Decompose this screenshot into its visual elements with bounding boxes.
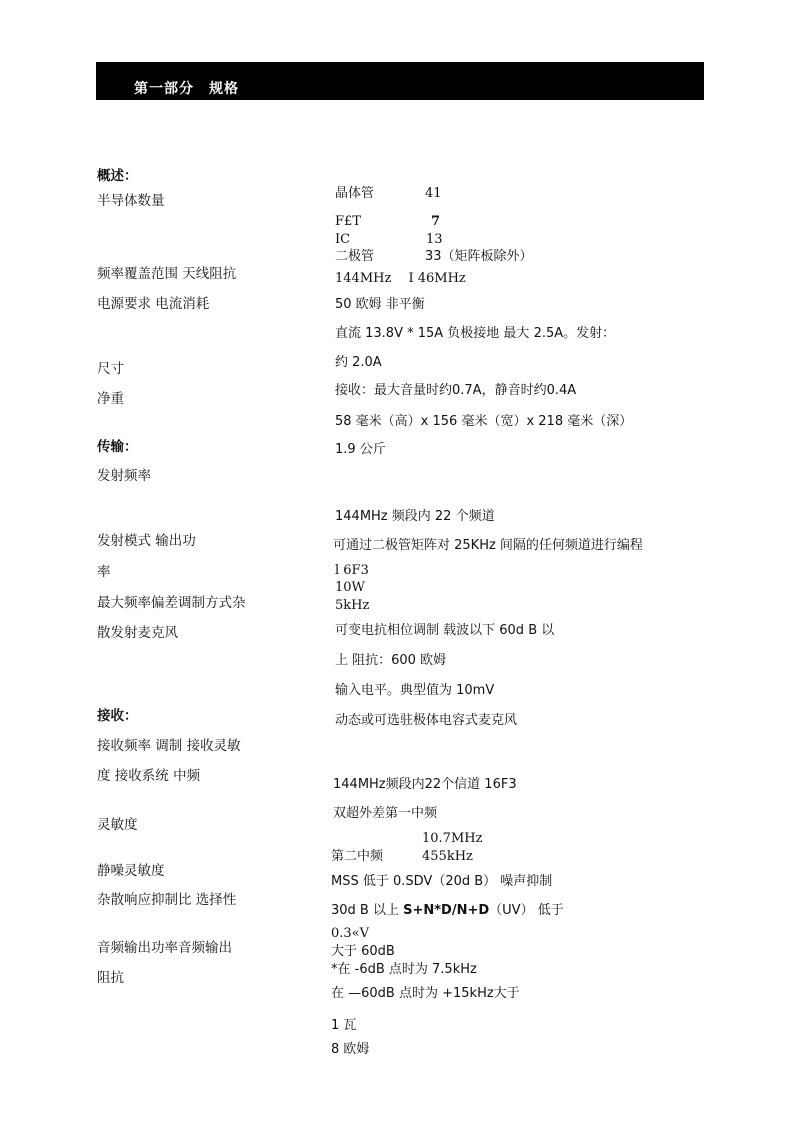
rx-selectivity2: 在 —60dB 点时为 +15kHz大于 [331, 986, 520, 1001]
label-tx-mode: 发射模式 输出功 [97, 533, 196, 549]
audio-impedance-value: 8 欧姆 [331, 1042, 370, 1057]
rx-squelch-value: 0.3«V [331, 926, 370, 941]
fet-label: F£T [335, 214, 361, 229]
transmit-heading: 传输： [97, 439, 138, 455]
label-rx-freq: 接收频率 调制 接收灵敏 [97, 738, 241, 754]
dimensions-value: 58 毫米（高）x 156 毫米（宽）x 218 毫米（深） [335, 414, 633, 429]
freq-range: 144MHz I 46MHz [335, 271, 466, 286]
tx-deviation-value: 5kHz [335, 598, 370, 613]
tx-input-level: 输入电平。典型值为 10mV [335, 683, 495, 698]
ic-value: 13 [426, 232, 443, 247]
rx-first-if: 双超外差第一中频 [333, 806, 438, 821]
label-squelch: 静噪灵敏度 [97, 863, 165, 879]
power-line1: 直流 13.8V * 15A 负极接地 最大 2.5A。发射： [335, 326, 616, 341]
mic-type: 动态或可选驻极体电容式麦克风 [335, 713, 518, 728]
diode-value: 33（矩阵板除外） [425, 249, 533, 264]
tx-spurious-value: 上 阻抗：600 欧姆 [335, 653, 447, 668]
weight-value: 1.9 公斤 [335, 442, 386, 457]
label-dimensions: 尺寸 [97, 361, 124, 377]
rx-second-if-value: 455kHz [422, 849, 473, 864]
section-header-bar [96, 62, 704, 100]
label-sensitivity: 灵敏度 [97, 817, 138, 833]
rx-selectivity1: *在 -6dB 点时为 7.5kHz [331, 962, 477, 977]
rx-sensitivity: MSS 低于 0.SDV（20d B） 噪声抑制 [331, 874, 553, 889]
label-semiconductors: 半导体数量 [97, 193, 165, 209]
audio-power-value: 1 瓦 [331, 1018, 357, 1033]
label-freq-coverage: 频率覆盖范围 天线阻抗 [97, 266, 237, 282]
rx-first-if-value: 10.7MHz [422, 831, 483, 846]
fet-value: 7 [431, 214, 441, 229]
tx-programming: 可通过二极管矩阵对 25KHz 间隔的任何频道进行编程 [333, 538, 643, 553]
label-spurious-mic: 散发射麦克风 [97, 625, 178, 641]
tx-mode-value: l 6F3 [335, 563, 369, 578]
overview-heading: 概述： [97, 168, 138, 184]
power-line3: 接收：最大音量时约0.7A，静音时约0.4A [335, 383, 577, 398]
label-audio-output: 音频输出功率音频输出 [97, 940, 232, 956]
label-audio-impedance: 阻抗 [97, 970, 124, 986]
rx-spurious-value: 大于 60dB [331, 944, 395, 959]
receive-heading: 接收： [97, 708, 138, 724]
diode-label: 二极管 [335, 249, 375, 264]
label-tx-mode-2: 率 [97, 564, 111, 580]
label-weight: 净重 [97, 391, 124, 407]
label-power-req: 电源要求 电流消耗 [97, 296, 210, 312]
transistor-value: 41 [425, 186, 442, 201]
rx-second-if-label: 第二中频 [331, 849, 384, 864]
transistor-label: 晶体管 [335, 186, 375, 201]
section-title: 第一部分 规格 [134, 81, 239, 97]
ic-label: IC [335, 232, 351, 247]
label-max-dev: 最大频率偏差调制方式杂 [97, 595, 246, 611]
rx-squelch [331, 903, 564, 919]
tx-power-value: 10W [335, 580, 365, 595]
power-line2: 约 2.0A [335, 355, 382, 370]
label-tx-freq: 发射频率 [97, 468, 151, 484]
tx-channels: 144MHz 频段内 22 个频道 [335, 509, 495, 524]
label-rx-system: 度 接收系统 中频 [97, 768, 201, 784]
tx-modulation-value: 可变电抗相位调制 载波以下 60d B 以 [335, 623, 555, 638]
rx-channels: 144MHz频段内22个信道 16F3 [333, 777, 517, 792]
rx-squelch-post: （UV） 低于 [489, 903, 564, 918]
label-spurious-sel: 杂散响应抑制比 选择性 [97, 892, 237, 908]
rx-squelch-pre: 30d B 以上 [331, 903, 404, 918]
antenna-impedance: 50 欧姆 非平衡 [335, 297, 425, 312]
rx-squelch-bold: S+N*D/N+D [403, 903, 490, 918]
